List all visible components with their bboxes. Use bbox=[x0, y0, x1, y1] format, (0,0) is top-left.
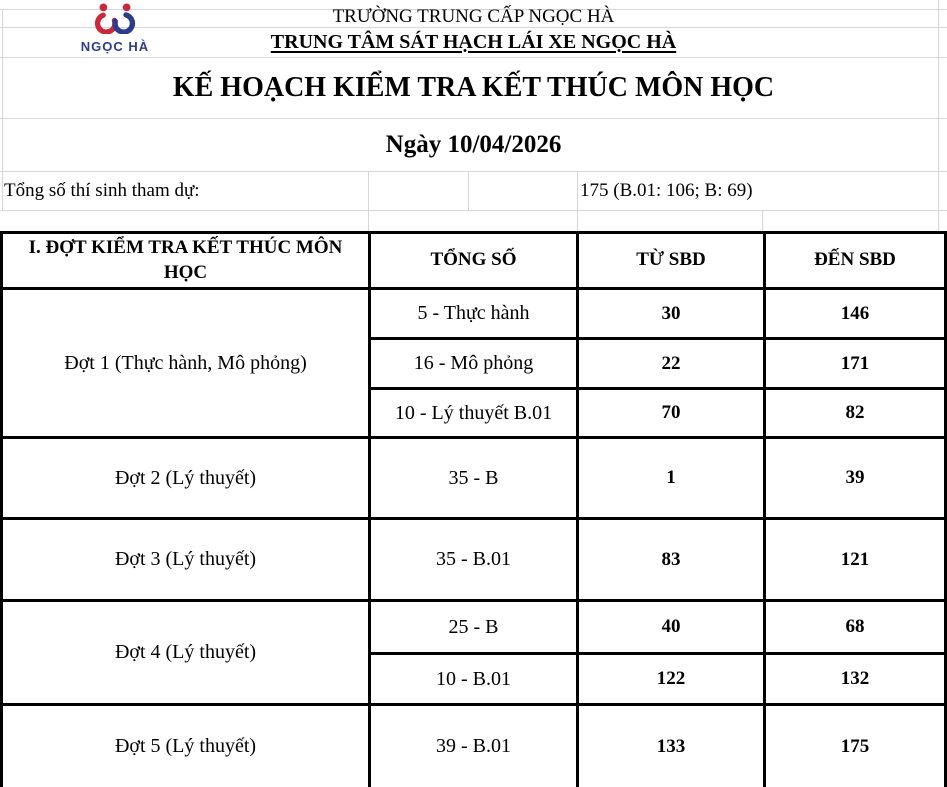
gridline bbox=[577, 171, 578, 231]
from-sbd-cell: 22 bbox=[578, 339, 765, 389]
gridline bbox=[368, 171, 369, 231]
table-header-row bbox=[2, 233, 946, 289]
to-sbd-cell: 39 bbox=[765, 438, 946, 519]
from-sbd-cell: 1 bbox=[578, 438, 765, 519]
total-cell: 35 - B.01 bbox=[370, 519, 578, 601]
from-sbd-cell: 30 bbox=[578, 289, 765, 339]
exam-date: Ngày 10/04/2026 bbox=[385, 131, 562, 158]
header-to-sbd: ĐẾN SBD bbox=[765, 233, 946, 289]
to-sbd-cell: 82 bbox=[765, 389, 946, 438]
to-sbd-cell: 132 bbox=[765, 654, 946, 705]
total-cell: 35 - B bbox=[370, 438, 578, 519]
gridline bbox=[468, 171, 469, 210]
to-sbd-cell: 175 bbox=[765, 705, 946, 787]
table-row bbox=[2, 601, 946, 654]
total-candidates-value: 175 (B.01: 106; B: 69) bbox=[580, 180, 753, 201]
total-cell: 10 - Lý thuyết B.01 bbox=[370, 389, 578, 438]
total-cell: 25 - B bbox=[370, 601, 578, 654]
batch-label-cell: Đợt 3 (Lý thuyết) bbox=[2, 519, 370, 601]
total-candidates-label: Tổng số thí sinh tham dự: bbox=[4, 180, 200, 201]
gridline bbox=[762, 210, 763, 231]
page-title: KẾ HOẠCH KIỂM TRA KẾT THÚC MÔN HỌC bbox=[172, 72, 775, 103]
to-sbd-cell: 146 bbox=[765, 289, 946, 339]
logo-wordmark: NGỌC HÀ bbox=[80, 39, 150, 54]
center-name: TRUNG TÂM SÁT HẠCH LÁI XE NGỌC HÀ bbox=[270, 31, 677, 53]
to-sbd-cell: 68 bbox=[765, 601, 946, 654]
exam-batch-table bbox=[0, 231, 947, 787]
header-batch: I. ĐỢT KIỂM TRA KẾT THÚC MÔN HỌC bbox=[2, 233, 370, 289]
total-cell: 39 - B.01 bbox=[370, 705, 578, 787]
header-from-sbd: TỪ SBD bbox=[578, 233, 765, 289]
gridline bbox=[0, 210, 947, 211]
total-cell: 16 - Mô phỏng bbox=[370, 339, 578, 389]
from-sbd-cell: 122 bbox=[578, 654, 765, 705]
to-sbd-cell: 121 bbox=[765, 519, 946, 601]
batch-label-cell: Đợt 1 (Thực hành, Mô phỏng) bbox=[2, 289, 370, 438]
batch-label-cell: Đợt 5 (Lý thuyết) bbox=[2, 705, 370, 787]
batch-label-cell: Đợt 2 (Lý thuyết) bbox=[2, 438, 370, 519]
from-sbd-cell: 83 bbox=[578, 519, 765, 601]
header-total: TỔNG SỐ bbox=[370, 233, 578, 289]
from-sbd-cell: 40 bbox=[578, 601, 765, 654]
from-sbd-cell: 133 bbox=[578, 705, 765, 787]
table-row bbox=[2, 705, 946, 787]
table-row bbox=[2, 438, 946, 519]
from-sbd-cell: 70 bbox=[578, 389, 765, 438]
table-row bbox=[2, 289, 946, 339]
total-cell: 5 - Thực hành bbox=[370, 289, 578, 339]
school-name: TRƯỜNG TRUNG CẤP NGỌC HÀ bbox=[332, 6, 615, 27]
to-sbd-cell: 171 bbox=[765, 339, 946, 389]
total-cell: 10 - B.01 bbox=[370, 654, 578, 705]
table-row bbox=[2, 519, 946, 601]
batch-label-cell: Đợt 4 (Lý thuyết) bbox=[2, 601, 370, 705]
